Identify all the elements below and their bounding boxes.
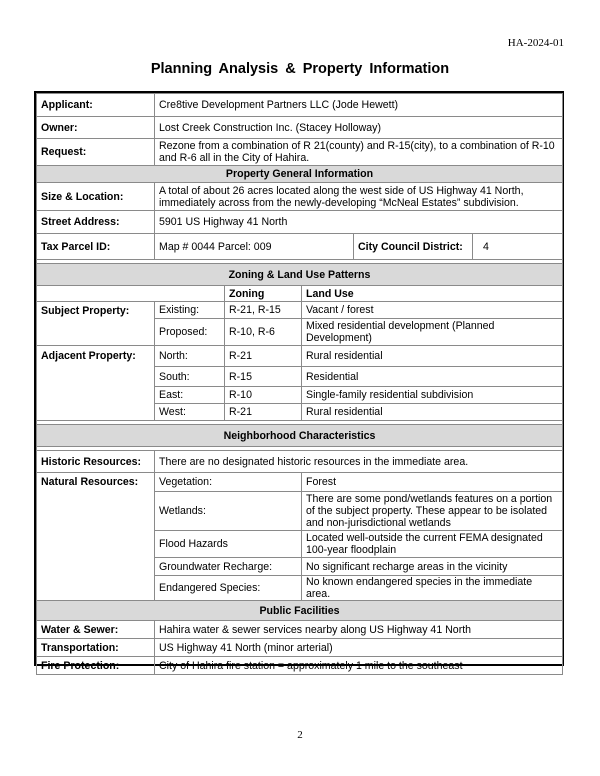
address-row — [37, 211, 563, 234]
adjacent-zoning: R-15 — [225, 367, 302, 387]
owner-value: Lost Creek Construction Inc. (Stacey Holloway) — [155, 117, 563, 139]
subject-type: Proposed: — [155, 319, 225, 346]
adjacent-dir: North: — [155, 346, 225, 367]
natural-label: Natural Resources: — [37, 473, 155, 601]
natural-vegetation-row — [37, 473, 563, 492]
natural-value: There are some pond/wetlands features on a portion of the subject property. These appear to be isolated and non-jurisdictional wetlands — [302, 492, 563, 531]
water-label: Water & Sewer: — [37, 621, 155, 639]
adjacent-label: Adjacent Property: — [37, 346, 155, 421]
applicant-label: Applicant: — [37, 94, 155, 117]
owner-row — [37, 117, 563, 139]
fire-label: Fire Protection: — [37, 657, 155, 675]
zoning-header-blank — [37, 286, 225, 302]
subject-type: Existing: — [155, 302, 225, 319]
general-heading: Property General Information — [37, 166, 563, 183]
applicant-value: Cre8tive Development Partners LLC (Jode Hewett) — [155, 94, 563, 117]
adjacent-zoning: R-21 — [225, 346, 302, 367]
neighborhood-heading-row — [37, 425, 563, 447]
page-number: 2 — [297, 729, 303, 741]
water-row — [37, 621, 563, 639]
parcel-row — [37, 234, 563, 260]
planning-table — [36, 93, 563, 675]
fire-value: City of Hahira fire station = approximately 1 mile to the southeast — [155, 657, 563, 675]
col-zoning: Zoning — [225, 286, 302, 302]
adjacent-zoning: R-10 — [225, 387, 302, 404]
natural-type: Vegetation: — [155, 473, 302, 492]
address-label: Street Address: — [37, 211, 155, 234]
parcel-value: Map # 0044 Parcel: 009 — [155, 234, 354, 260]
natural-value: No significant recharge areas in the vicinity — [302, 558, 563, 576]
transport-label: Transportation: — [37, 639, 155, 657]
facilities-heading: Public Facilities — [37, 601, 563, 621]
transport-row — [37, 639, 563, 657]
natural-value: Located well-outside the current FEMA designated 100-year floodplain — [302, 531, 563, 558]
zoning-header-row — [37, 286, 563, 302]
adjacent-land-use: Rural residential — [302, 404, 563, 421]
address-value: 5901 US Highway 41 North — [155, 211, 563, 234]
owner-label: Owner: — [37, 117, 155, 139]
adjacent-dir: East: — [155, 387, 225, 404]
adjacent-land-use: Rural residential — [302, 346, 563, 367]
transport-value: US Highway 41 North (minor arterial) — [155, 639, 563, 657]
request-value: Rezone from a combination of R 21(county) and R-15(city), to a combination of R-10 and R-6 all in the City of Hahira. — [155, 139, 563, 166]
subject-label: Subject Property: — [37, 302, 155, 346]
district-label: City Council District: — [354, 234, 473, 260]
size-row — [37, 183, 563, 211]
adjacent-land-use: Residential — [302, 367, 563, 387]
size-label: Size & Location: — [37, 183, 155, 211]
historic-row — [37, 451, 563, 473]
request-label: Request: — [37, 139, 155, 166]
subject-land-use: Vacant / forest — [302, 302, 563, 319]
natural-value: Forest — [302, 473, 563, 492]
historic-label: Historic Resources: — [37, 451, 155, 473]
col-land-use: Land Use — [302, 286, 563, 302]
case-id: HA-2024-01 — [507, 37, 564, 49]
adjacent-land-use: Single-family residential subdivision — [302, 387, 563, 404]
subject-land-use: Mixed residential development (Planned Development) — [302, 319, 563, 346]
general-heading-row — [37, 166, 563, 183]
subject-existing-row — [37, 302, 563, 319]
applicant-row — [37, 94, 563, 117]
subject-zoning: R-21, R-15 — [225, 302, 302, 319]
adjacent-dir: South: — [155, 367, 225, 387]
page-title: Planning Analysis & Property Information — [150, 61, 450, 77]
facilities-heading-row — [37, 601, 563, 621]
natural-value: No known endangered species in the immediate area. — [302, 576, 563, 601]
zoning-heading: Zoning & Land Use Patterns — [37, 264, 563, 286]
adjacent-dir: West: — [155, 404, 225, 421]
natural-type: Endangered Species: — [155, 576, 302, 601]
request-row — [37, 139, 563, 166]
zoning-heading-row — [37, 264, 563, 286]
neighborhood-heading: Neighborhood Characteristics — [37, 425, 563, 447]
natural-type: Groundwater Recharge: — [155, 558, 302, 576]
fire-row — [37, 657, 563, 675]
natural-type: Wetlands: — [155, 492, 302, 531]
natural-type: Flood Hazards — [155, 531, 302, 558]
parcel-label: Tax Parcel ID: — [37, 234, 155, 260]
water-value: Hahira water & sewer services nearby along US Highway 41 North — [155, 621, 563, 639]
adjacent-north-row — [37, 346, 563, 367]
adjacent-zoning: R-21 — [225, 404, 302, 421]
district-value: 4 — [473, 234, 563, 260]
size-value: A total of about 26 acres located along the west side of US Highway 41 North, immediately across from the newly-developing “McNeal Estates” subdivision. — [155, 183, 563, 211]
historic-value: There are no designated historic resources in the immediate area. — [155, 451, 563, 473]
subject-zoning: R-10, R-6 — [225, 319, 302, 346]
